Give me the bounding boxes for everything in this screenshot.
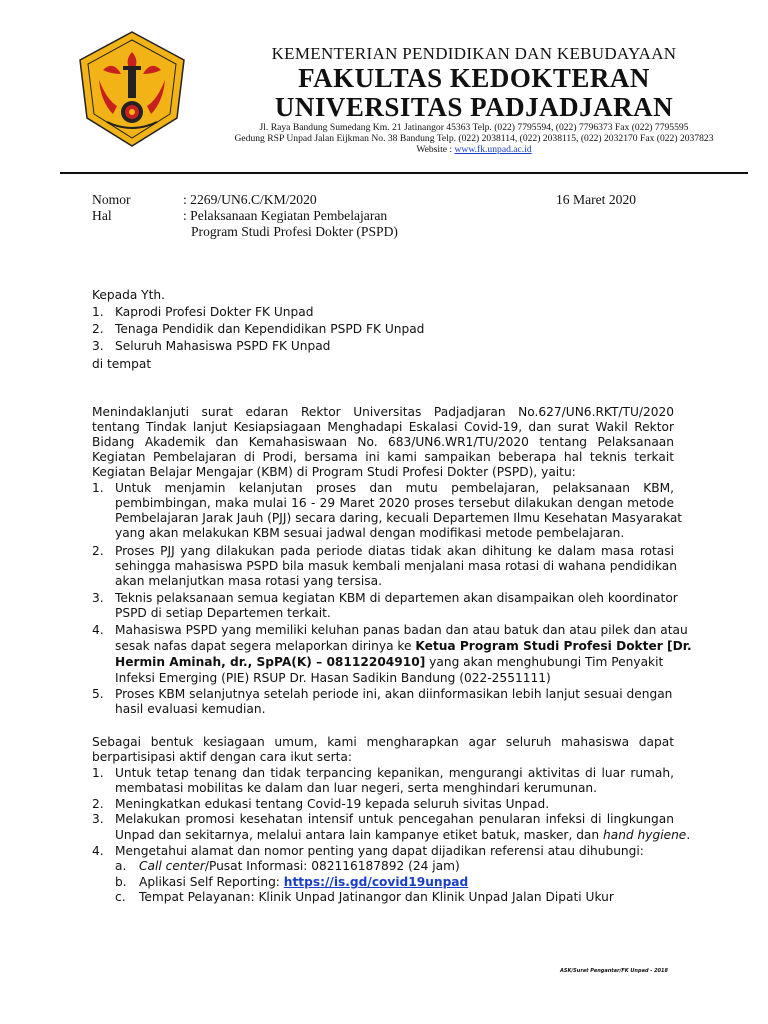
contact-item: Tempat Pelayanan: Klinik Unpad Jatinangor dan Klinik Unpad Jalan Dipati Ukur [139, 890, 614, 904]
contact-person-head: Ketua Program Studi Profesi Dokter [Dr. [415, 639, 692, 653]
point-line: yang akan melakukan KBM sesuai jadwal dengan modifikasi metode pembelajaran. [115, 526, 625, 540]
point-line: akan melanjutkan masa rotasi yang tersisa. [115, 574, 382, 588]
action-line-text: Unpad dan sekitarnya, melalui antara lain kampanye etiket batuk, masker, dan [115, 828, 603, 842]
point-num: 1. [92, 481, 104, 495]
point-line: Teknis pelaksanaan semua kegiatan KBM di departemen akan disampaikan oleh koordinator [115, 591, 678, 605]
action-num: 4. [92, 844, 104, 858]
contact-item [139, 875, 468, 890]
action-num: 2. [92, 797, 104, 811]
website-link[interactable]: www.fk.unpad.ac.id [454, 144, 532, 155]
point-line: Infeksi Emerging (PIE) RSUP Dr. Hasan Sadikin Bandung (022-2551111) [115, 671, 551, 685]
address-line-1: Jl. Raya Bandung Sumedang Km. 21 Jatinangor 45363 Telp. (022) 7795594, (022) 7796373 Fax (022) 7795595 [259, 122, 689, 133]
point-line [115, 639, 692, 654]
recipient-num: 2. [92, 322, 104, 336]
hal-value-1: : Pelaksanaan Kegiatan Pembelajaran [183, 208, 388, 223]
point-num: 2. [92, 544, 104, 558]
action-line: Mengetahui alamat dan nomor penting yang dapat dijadikan referensi atau dihubungi: [115, 844, 644, 858]
point-line-text: sesak nafas dapat segera melaporkan dirinya ke [115, 639, 416, 653]
intro-line: tentang Tindak lanjut Kesiapsiagaan Menghadapi Eskalasi Covid-19, dan surat Wakil Rektor [92, 420, 674, 434]
header-rule [60, 172, 748, 174]
point-line: Mahasiswa PSPD yang memiliki keluhan panas badan dan atau batuk dan atau pilek dan atau [115, 623, 688, 637]
hand-hygiene-term: hand hygiene [603, 828, 687, 842]
point-line: PSPD di setiap Departemen terkait. [115, 606, 331, 620]
university-logo [77, 30, 187, 148]
address-line-2: Gedung RSP Unpad Jalan Eijkman No. 38 Bandung Telp. (022) 2038114, (022) 2038115, (022) 2032170 Fax (022) 2037823 [234, 133, 714, 144]
place: di tempat [92, 357, 152, 371]
call-center-text: /Pusat Informasi: 082116187892 (24 jam) [204, 859, 460, 873]
contact-item [139, 859, 460, 874]
contact-letter: b. [115, 875, 127, 889]
point-line: hasil evaluasi kemudian. [115, 702, 266, 716]
contact-letter: a. [115, 859, 127, 873]
point-line: Untuk menjamin kelanjutan proses dan mutu pembelajaran, pelaksanaan KBM, [115, 481, 674, 495]
point-num: 5. [92, 687, 104, 701]
point-line: Pembelajaran Jarak Jauh (PJJ) secara daring, kecuali Departemen Ilmu Kesehatan Masyarakat [115, 511, 683, 525]
contact-person: Hermin Aminah, dr., SpPA(K) – 08112204910] [115, 655, 426, 669]
recipient-item: Tenaga Pendidik dan Kependidikan PSPD FK Unpad [115, 322, 425, 336]
point-line [115, 655, 663, 670]
recipient-item: Kaprodi Profesi Dokter FK Unpad [115, 305, 314, 319]
recipient-num: 3. [92, 339, 104, 353]
action-num: 1. [92, 766, 104, 780]
recipient-item: Seluruh Mahasiswa PSPD FK Unpad [115, 339, 331, 353]
nomor-value: : 2269/UN6.C/KM/2020 [183, 192, 317, 207]
ministry-name: KEMENTERIAN PENDIDIKAN DAN KEBUDAYAAN [271, 44, 677, 63]
intro-line: Kegiatan Belajar Mengajar (KBM) di Program Studi Profesi Dokter (PSPD), yaitu: [92, 465, 576, 479]
greeting: Kepada Yth. [92, 288, 165, 302]
appeal-line: berpartisipasi aktif dengan cara ikut serta: [92, 750, 352, 764]
point-num: 4. [92, 623, 104, 637]
faculty-name: FAKULTAS KEDOKTERAN [298, 63, 650, 93]
action-line: Melakukan promosi kesehatan intensif untuk pencegahan penularan infeksi di lingkungan [115, 812, 674, 826]
appeal-line: Sebagai bentuk kesiagaan umum, kami mengharapkan agar seluruh mahasiswa dapat [92, 735, 674, 749]
hal-value-2: Program Studi Profesi Dokter (PSPD) [191, 224, 398, 239]
action-line-end: . [686, 828, 691, 842]
call-center-label: Call center [139, 859, 205, 873]
university-name: UNIVERSITAS PADJADJARAN [274, 92, 674, 122]
point-line: Proses KBM selanjutnya setelah periode ini, akan diinformasikan lebih lanjut sesuai dengan [115, 687, 673, 701]
letter-date: 16 Maret 2020 [556, 192, 637, 207]
point-line-text: yang akan menghubungi Tim Penyakit [425, 655, 664, 669]
nomor-label: Nomor [92, 192, 131, 207]
action-line: Untuk tetap tenang dan tidak terpancing kepanikan, mengurangi aktivitas di luar rumah, [115, 766, 674, 780]
intro-line: Menindaklanjuti surat edaran Rektor Universitas Padjadjaran No.627/UN6.RKT/TU/2020 [92, 405, 674, 419]
footer-note: ASK/Surat Pengantar/FK Unpad - 2018 [559, 968, 668, 974]
self-reporting-link[interactable]: https://is.gd/covid19unpad [283, 875, 469, 889]
point-line: sehingga mahasiswa PSPD bila masuk kembali menjalani masa rotasi di wahana pendidikan [115, 559, 677, 573]
recipient-num: 1. [92, 305, 104, 319]
self-reporting-label: Aplikasi Self Reporting: [139, 875, 284, 889]
intro-line: Bidang Akademik dan Kemahasiswaan No. 683/UN6.WR1/TU/2020 tentang Pelaksanaan [92, 435, 674, 449]
intro-line: Kegiatan Pembelajaran di Prodi, bersama ini kami sampaikan beberapa hal teknis terkait [92, 450, 674, 464]
point-num: 3. [92, 591, 104, 605]
action-line: Meningkatkan edukasi tentang Covid-19 kepada seluruh sivitas Unpad. [115, 797, 550, 811]
action-line: membatasi mobilitas ke dalam dan luar negeri, serta menghindari kerumunan. [115, 781, 598, 795]
action-line [115, 828, 690, 843]
hal-label: Hal [92, 208, 112, 223]
point-line: pembimbingan, maka mulai 16 - 29 Maret 2020 proses tersebut dilakukan dengan metode [115, 496, 674, 510]
website-label: Website : [416, 144, 455, 155]
action-num: 3. [92, 812, 104, 826]
point-line: Proses PJJ yang dilakukan pada periode diatas tidak akan dihitung ke dalam masa rotasi [115, 544, 674, 558]
contact-letter: c. [115, 890, 126, 904]
website-line [200, 144, 748, 155]
